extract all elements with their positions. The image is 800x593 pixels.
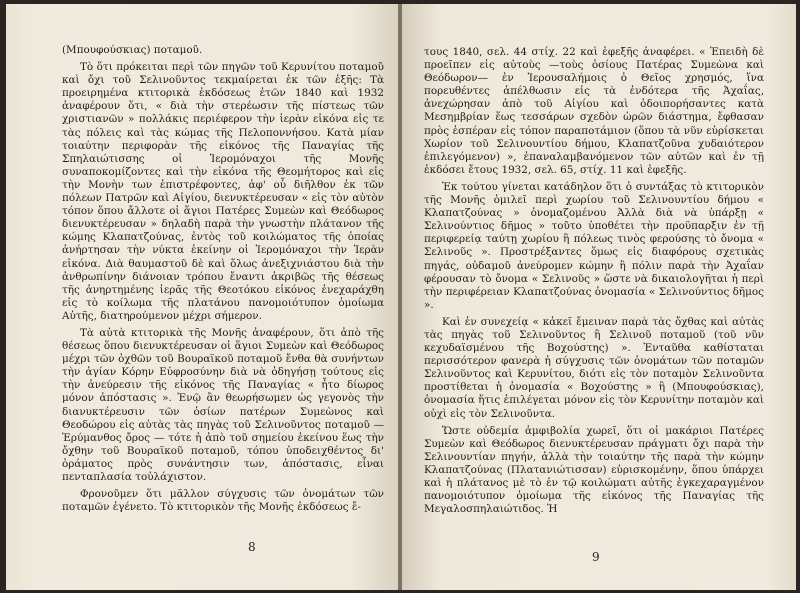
paragraph: (Μπουφούσκιας) ποταμοῦ. [62,44,203,56]
paragraph: Φρονοῦμεν ὅτι μᾶλλον σύγχυσις τῶν ὀνομάτων τῶν ποταμῶν ἐγένετο. Τὸ κτιτορικὸν τῆς Μονῆς ἐκδόσεως ἔ- [62,488,384,514]
paragraph: Τὰ αὐτὰ κτιτορικὰ τῆς Μονῆς ἀναφέρουν, ὅτι ἀπὸ τῆς θέσεως ὅπου διενυκτέρευσαν οἱ ἅγιοι Συμεὼν καὶ Θεόδωρος μέχρι τῶν ὀχθῶν τοῦ Βουραϊκοῦ ποταμοῦ ἔνθα θὰ συνήντων τὴν ἁγίαν Κόρην Εὐφροσύνην διὰ νὰ ὁδηγήσῃ τούτους εἰς τὴν ἀνεύρεσιν τῆς εἰκόνος τῆς Παναγίας « ἦτο δίωρος μόνον ἀπόστασις ». Ἐνῷ ἂν θεωρήσωμεν ὡς γεγονὸς τὴν διανυκτέρευσιν τῶν ὁσίων πατέρων Συμεὼνος καὶ Θεοδώρου εἰς αὐτὰς τὰς πηγὰς τοῦ Σελινοῦντος ποταμοῦ — Ἐρύμανθος ὄρος — τότε ἡ ἀπὸ τοῦ σημείου ἐκείνου ἕως τὴν ὄχθην τοῦ Βουραϊκοῦ ποταμοῦ, τόπου ὑποδειχθέντος δι' ὁράματος πρὸς συνάντησιν των, ἀπόστασις, εἶναι πενταπλασία τοὐλάχιστον. [62,326,384,483]
left-page [6,4,398,590]
page-number: 8 [248,540,256,554]
left-text-block [62,44,384,518]
right-page [402,4,796,590]
paragraph: Τὸ ὅτι πρόκειται περὶ τῶν πηγῶν τοῦ Κερυνίτου ποταμοῦ καὶ ὄχι τοῦ Σελινοῦντος τεκμαίρεται ἐκ τῶν ἑξῆς: Τὰ προειρημένα κτιτορικὰ ἐκδόσεως ἐτῶν 1840 καὶ 1932 ἀναφέρουν ὅτι, « διὰ τὴν στερέωσιν τῆς πίστεως τῶν χριστιανῶν » πολλάκις περιέφερον τὴν ἱερὰν εἰκόνα εἰς τε τὰς πόλεις καὶ τὰς κώμας τῆς Πελοποννήσου. Κατὰ μίαν τοιαύτην περιφορὰν τῆς εἰκόνος τῆς Παναγίας τῆς Σπηλαιώτισσης οἱ Ἱερομόναχοι τῆς Μονῆς συναποκομίζοντες καὶ τὴν εἰκόνα τῆς Θεομήτορος καὶ εἰς τὴν Μονὴν των ἐπιστρέφοντες, ἀφ' οὗ διῆλθον ἐκ τῶν πόλεων Πατρῶν καὶ Αἰγίου, διενυκτέρευσαν « εἰς τὸν αὐτὸν τόπον ὅπου ἄλλοτε οἱ ἅγιοι Πατέρες Συμεὼν καὶ Θεόδωρος διενυκτέρευσαν » δηλαδὴ παρὰ τὴν γνωστὴν πλάτανον τῆς κώμης Κλαπατζούνας, ἐντὸς τοῦ κοιλώματος τῆς ὁποίας ἀνήρτησαν τὴν νύκτα ἐκείνην οἱ Ἱερομόναχοι τὴν Ἱερὰν εἰκόνα. Διὰ θαυμαστοῦ δὲ καὶ ὅλως ἀνεξιχνιάστου διὰ τὴν ἀνθρωπίνην διάνοιαν τρόπου ἔναντι ἀκριβῶς τῆς θέσεως τῆς ἀνηρτημένης ἱερᾶς τῆς Θεοτόκου εἰκόνος ἐνεχαράχθη εἰς τὸ κοίλωμα τῆς πλατάνου πανομοιότυπον ὁμοίωμα Αὐτῆς, διατηρούμενον μέχρι σήμερον. [62,61,384,322]
page-number: 9 [592,550,600,564]
paragraph: Ὥστε οὐδεμία ἀμφιβολία χωρεῖ, ὅτι οἱ μακάριοι Πατέρες Συμεὼν καὶ Θεόδωρος διενυκτέρευσαν πράγματι ὄχι παρὰ τὴν Σελινουντίαν πηγήν, ἀλλὰ τὴν τοιαύτην τῆς παρὰ τὴν κώμην Κλαπατζούνας (Πλατανιώτισσαν) εὑρισκομένην, ὅπου ὑπάρχει καὶ ἡ πλάτανος μὲ τὸ ἐν τῷ κοιλώματι αὐτῆς ἐγκεχαραγμένον πανομοιότυπον ὁμοίωμα τῆς εἰκόνος τῆς Παναγίας τῆς Μεγαλοσπηλαιώτιδος. Ἡ [424,424,764,516]
paragraph: Ἐκ τούτου γίνεται κατάδηλον ὅτι ὁ συντάξας τὸ κτιτορικὸν τῆς Μονῆς ὁμιλεῖ περὶ χωρίου τοῦ Σελινουντίου δήμου « Κλαπατζούνας » ὀνομαζομένου Ἀλλὰ διὰ νὰ ὑπάρξῃ « Σελινούντιος δῆμος » τοῦτο ὑποθέτει τὴν προϋπαρξιν ἐν τῇ περιφερείᾳ ταύτῃ χωρίου ἢ πόλεως τινὸς φερούσης τὸ ὄνομα « Σελινοῦς ». Προστρέξαντες ὅμως εἰς διαφόρους σχετικὰς πηγάς, οὐδαμοῦ ἀνεύρομεν κώμην ἢ πόλιν παρὰ τὴν Ἀχαΐαν φέρουσαν τὸ ὄνομα « Σελινοῦς » ὥστε νὰ δικαιολογῆται ἡ περὶ τὴν περιφέρειαν Κλαπατζούνας ὀνομασία « Σελινούντιος δῆμος ». [424,180,764,311]
paragraph: τους 1840, σελ. 44 στίχ. 22 καὶ ἑφεξῆς ἀναφέρει. « Ἐπειδὴ δὲ προεῖπεν εἰς αὐτοὺς —τοὺς ὁσίους Πατέρας Συμεὼνα καὶ Θεόδωρον— ἐν Ἱερουσαλήμοις ὁ Θεῖος χρησμός, ἵνα πορευθέντες ἀπέλθωσιν εἰς τὰ ἐνδότερα τῆς Ἀχαΐας, ἀνεχώρησαν ἀπὸ τοῦ Αἰγίου καὶ ὁδοιπορήσαντες κατὰ Μεσημβρίαν ἕως τεσσάρων σχεδὸν ὡρῶν διάστημα, ἔφθασαν πρὸς ἑσπέραν εἰς τόπον παραποτάμιον (ὅπου τὰ νῦν εὑρίσκεται Χωρίον τοῦ Σελινουντίου δήμου, Κλαπατζοῦνα χυδαιότερον ἐπιλεγόμενον) », ἐπαναλαμβανόμενον τῶν αὐτῶν καὶ ἐν τῇ ἐκδόσει ἔτους 1932, σελ. 65, στίχ. 11 καὶ ἑφεξῆς. [424,46,764,176]
right-text-block [424,46,764,520]
book-spread [6,4,796,590]
paragraph: Καὶ ἐν συνεχείᾳ « κἀκεῖ ἔμειναν παρὰ τὰς ὄχθας καὶ αὐτὰς τὰς πηγὰς τοῦ Σελινοῦντος ἢ Σελινοῦ ποταμοῦ (τοῦ νῦν κεχυδαϊσμένου τῆς Βοχούστης) ». Ἐνταῦθα καθίσταται περισσότερον φανερὰ ἡ σύγχυσις τῶν ὀνομάτων τῶν ποταμῶν Σελινοῦντος καὶ Κερυνίτου, διότι εἰς τὸν ποταμὸν Σελινοῦντα προστίθεται ἡ ὀνομασία « Βοχούστης » ἢ (Μπουφούσκιας), ὀνομασία ἥτις ἐπιλέγεται μόνον εἰς τὸν Κερυνίτην ποταμὸν καὶ οὐχὶ εἰς τὸν Σελινοῦντα. [424,315,764,420]
